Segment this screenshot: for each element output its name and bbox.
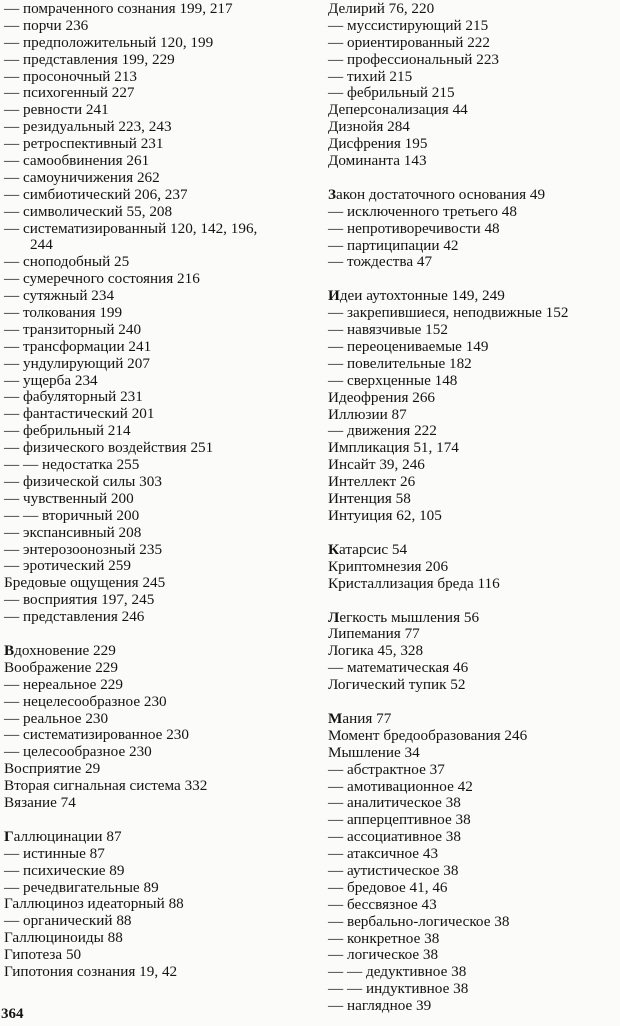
index-entry: — аналитическое 38	[328, 794, 461, 812]
index-entry-text: Мания 77	[328, 709, 392, 727]
index-entry: — резидуальный 223, 243	[4, 118, 172, 136]
index-entry: Импликация 51, 174	[328, 439, 459, 457]
index-entry: Интуиция 62, 105	[328, 506, 442, 524]
index-entry: — самообвинения 261	[4, 152, 150, 170]
index-entry: — фебрильный 214	[4, 422, 131, 440]
index-entry: — нереальное 229	[4, 675, 123, 693]
index-entry: — муссистирующий 215	[328, 16, 489, 34]
section-gap	[4, 812, 308, 829]
index-entry: — сверхценные 148	[328, 371, 458, 389]
index-entry: — порчи 236	[4, 16, 89, 34]
index-entry: — целесообразное 230	[4, 743, 152, 761]
index-entry: Вторая сигнальная система 332	[4, 777, 208, 795]
index-entry: — символический 55, 208	[4, 202, 173, 220]
index-entry: — логическое 38	[328, 946, 439, 964]
index-entry: — систематизированное 230	[4, 726, 189, 744]
index-entry: Бредовые ощущения 245	[4, 574, 166, 592]
index-column-right	[328, 1, 618, 1015]
index-entry: — симбиотический 206, 237	[4, 185, 188, 203]
index-entry: Вязание 74	[4, 793, 76, 811]
index-entry	[328, 711, 618, 728]
index-entry: — сумеречного состояния 216	[4, 270, 200, 288]
index-entry: — фабуляторный 231	[4, 388, 143, 406]
section-gap	[328, 170, 618, 187]
index-entry	[4, 643, 308, 660]
index-entry: Момент бредообразования 246	[328, 726, 528, 744]
index-entry: 244	[30, 236, 53, 254]
index-entry: — повелительные 182	[328, 354, 472, 372]
index-entry-text: Вдохновение 229	[4, 641, 116, 659]
index-entry: — речедвигательные 89	[4, 878, 159, 896]
index-entry	[328, 610, 618, 627]
index-entry: — экспансивный 208	[4, 523, 142, 541]
index-entry: Идеофрения 266	[328, 388, 436, 406]
index-entry: — апперцептивное 38	[328, 811, 471, 829]
index-entry: Иллюзии 87	[328, 405, 407, 423]
index-entry: — непротиворечивости 48	[328, 219, 500, 237]
index-entry: Мышление 34	[328, 743, 420, 761]
index-entry: — трансформации 241	[4, 337, 152, 355]
index-entry: — исключенного третьего 48	[328, 202, 517, 220]
index-entry: — ущерба 234	[4, 371, 98, 389]
index-entry: — фантастический 201	[4, 405, 155, 423]
index-entry: — бессвязное 43	[328, 895, 437, 913]
index-entry: Восприятие 29	[4, 760, 101, 778]
section-gap	[328, 694, 618, 711]
index-entry: — истинные 87	[4, 844, 105, 862]
index-entry: — — индуктивное 38	[328, 980, 469, 998]
index-entry: Дизнойя 284	[328, 118, 410, 136]
index-entry: — переоцениваемые 149	[328, 338, 489, 356]
index-column-left	[4, 1, 308, 981]
index-entry: — предположительный 120, 199	[4, 33, 214, 51]
index-entry: Криптомнезия 206	[328, 557, 449, 575]
index-entry: Делирий 76, 220	[328, 0, 435, 17]
section-gap	[4, 626, 308, 643]
index-entry: — самоуничижения 262	[4, 168, 160, 186]
section-gap	[328, 525, 618, 542]
index-entry	[4, 829, 308, 846]
index-entry: — — недостатка 255	[4, 456, 140, 474]
index-entry: — закрепившиеся, неподвижные 152	[328, 304, 569, 322]
page-number: 364	[1, 1006, 24, 1022]
index-entry	[328, 288, 618, 305]
index-entry: — ассоциативное 38	[328, 828, 461, 846]
index-entry: — фебрильный 215	[328, 84, 455, 102]
section-gap	[328, 271, 618, 288]
index-entry-text: Идеи аутохтонные 149, 249	[328, 287, 505, 305]
index-entry: Дисфрения 195	[328, 135, 428, 153]
index-entry: — бредовое 41, 46	[328, 878, 448, 896]
index-entry: — толкования 199	[4, 304, 123, 322]
index-entry: — ревности 241	[4, 101, 109, 119]
index-entry	[328, 187, 618, 204]
index-entry: — навязчивые 152	[328, 321, 448, 339]
index-entry: — сутяжный 234	[4, 287, 115, 305]
index-entry: — конкретное 38	[328, 929, 440, 947]
index-entry: Липемания 77	[328, 625, 420, 643]
index-entry: — физической силы 303	[4, 472, 162, 490]
index-entry: — аутистическое 38	[328, 861, 459, 879]
index-entry: Гипотония сознания 19, 42	[4, 962, 178, 980]
index-entry: — движения 222	[328, 422, 437, 440]
index-entry: — ориентированный 222	[328, 33, 490, 51]
index-entry: — психические 89	[4, 861, 125, 879]
index-entry: Доминанта 143	[328, 152, 427, 170]
index-entry: — тихий 215	[328, 67, 413, 85]
index-entry	[328, 542, 618, 559]
index-entry: — представления 246	[4, 608, 145, 626]
index-entry: — органический 88	[4, 912, 132, 930]
index-entry: — наглядное 39	[328, 997, 432, 1015]
index-entry: — — дедуктивное 38	[328, 963, 467, 981]
index-entry: — абстрактное 37	[328, 760, 445, 778]
index-entry: Интеллект 26	[328, 473, 416, 491]
index-entry: — сноподобный 25	[4, 253, 130, 271]
index-entry: — систематизированный 120, 142, 196,	[4, 219, 258, 237]
index-entry-text: Закон достаточного основания 49	[328, 185, 546, 203]
index-entry: — нецелесообразное 230	[4, 692, 167, 710]
index-entry: Кристаллизация бреда 116	[328, 574, 500, 592]
index-entry: Воображение 229	[4, 658, 118, 676]
index-entry: — атаксичное 43	[328, 845, 439, 863]
index-entry: — энтерозоонозный 235	[4, 540, 163, 558]
index-entry: — помраченного сознания 199, 217	[4, 0, 233, 17]
index-entry: — математическая 46	[328, 659, 469, 677]
index-entry: — тождества 47	[328, 253, 433, 271]
section-gap	[328, 593, 618, 610]
index-entry: — чувственный 200	[4, 489, 134, 507]
index-entry: — психогенный 227	[4, 84, 135, 102]
index-entry: — представления 199, 229	[4, 50, 175, 68]
index-entry: Гипотеза 50	[4, 946, 82, 964]
index-entry: Деперсонализация 44	[328, 101, 468, 119]
index-entry: — просоночный 213	[4, 67, 138, 85]
index-entry: — физического воздействия 251	[4, 439, 214, 457]
index-entry: Галлюциноз идеаторный 88	[4, 895, 184, 913]
index-entry: Логика 45, 328	[328, 642, 424, 660]
index-entry: — профессиональный 223	[328, 50, 500, 68]
index-entry: — реальное 230	[4, 709, 109, 727]
index-entry: — партиципации 42	[328, 236, 459, 254]
index-entry-text: Легкость мышления 56	[328, 608, 480, 626]
index-entry: — вербально-логическое 38	[328, 912, 510, 930]
index-entry: — транзиторный 240	[4, 320, 142, 338]
index-entry: — амотивационное 42	[328, 777, 473, 795]
index-entry: — восприятия 197, 245	[4, 591, 155, 609]
index-entry-text: Катарсис 54	[328, 540, 408, 558]
index-entry-text: Галлюцинации 87	[4, 827, 122, 845]
index-entry: — — вторичный 200	[4, 506, 140, 524]
index-entry: Галлюциноиды 88	[4, 929, 123, 947]
index-entry: Логический тупик 52	[328, 676, 466, 694]
index-entry: — эротический 259	[4, 557, 131, 575]
index-entry: Интенция 58	[328, 490, 411, 508]
index-entry: — ретроспективный 231	[4, 135, 164, 153]
index-entry: Инсайт 39, 246	[328, 456, 425, 474]
index-entry: — ундулирующий 207	[4, 354, 150, 372]
